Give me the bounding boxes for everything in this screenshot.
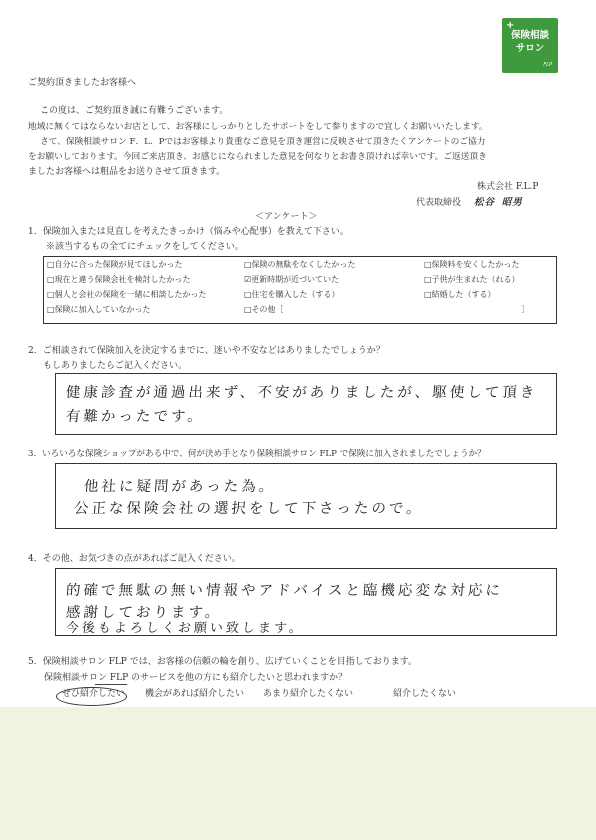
referral-option-no[interactable]: 紹介したくない bbox=[393, 689, 457, 699]
option-other[interactable]: □その他［ bbox=[244, 305, 284, 314]
option-renewal-period[interactable]: ☑更新時期が近づいていた bbox=[244, 275, 340, 284]
question-2-answer-line-2: 有難かったです。 bbox=[65, 409, 206, 425]
greeting: ご契約頂きましたお客様へ bbox=[28, 78, 137, 88]
logo-line2: サロン bbox=[515, 43, 545, 54]
representative-title: 代表取締役 bbox=[416, 198, 462, 208]
intro-line-2: 地域に無くてはならないお店として、お客様にしっかりとしたサポートをして参りますので宜しくお願いいたします。 bbox=[28, 122, 488, 132]
referral-option-if-chance[interactable]: 機会があれば紹介したい bbox=[145, 689, 245, 699]
intro-line-1: この度は、ご契約頂き誠に有難うございます。 bbox=[40, 106, 229, 116]
option-lower-premium[interactable]: □保険料を安くしたかった bbox=[424, 260, 520, 269]
option-not-insured[interactable]: □保険に加入していなかった bbox=[47, 305, 151, 314]
option-married[interactable]: □結婚した（する） bbox=[424, 290, 496, 299]
survey-title: ＜アンケート＞ bbox=[255, 212, 318, 222]
option-reduce-waste[interactable]: □保険の無駄をなくしたかった bbox=[244, 260, 356, 269]
intro-line-3: さて、保険相談サロン F．L．Pではお客様より貴重なご意見を頂き運営に反映させて頂きたくアンケートのご協力 bbox=[40, 137, 486, 147]
question-4-answer-line-2: 感謝しております。 bbox=[65, 605, 223, 621]
question-1: 1．保険加入または見直しを考えたきっかけ（悩みや心配事）を教えて下さい。 bbox=[28, 227, 349, 237]
referral-option-not-much[interactable]: あまり紹介したくない bbox=[263, 689, 354, 699]
question-2-note: もしありましたらご記入ください。 bbox=[43, 361, 188, 371]
question-4-answer-line-1: 的確で無駄の無い情報やアドバイスと臨機応変な対応に bbox=[65, 583, 504, 599]
intro-line-4: をお願いしております。今回ご来店頂き、お感じになられました意見を何なりとお書き頂ければ幸いです。ご返送頂き bbox=[28, 152, 487, 162]
underline-salon-name bbox=[95, 684, 127, 685]
question-4-answer-box[interactable] bbox=[55, 568, 557, 636]
question-5: 5．保険相談サロン FLP では、お客様の信頼の輪を創り、広げていくことを目指しております。 bbox=[28, 657, 418, 667]
option-personal-and-company[interactable]: □個人と会社の保険を一緒に相談したかった bbox=[47, 290, 207, 299]
question-4-answer-line-3: 今後もよろしくお願い致します。 bbox=[65, 621, 306, 636]
option-own-insurance[interactable]: □自分に合った保険が見てほしかった bbox=[47, 260, 183, 269]
question-1-note: ※該当するもの全てにチェックをしてください。 bbox=[46, 242, 244, 252]
logo-line1: 保険相談 bbox=[510, 30, 549, 41]
question-3-answer-box[interactable] bbox=[55, 463, 557, 529]
option-bought-house[interactable]: □住宅を購入した（する） bbox=[244, 290, 340, 299]
referral-option-definitely[interactable]: ぜひ紹介したい bbox=[62, 689, 126, 699]
question-3-answer-line-2: 公正な保険会社の選択をして下さったので。 bbox=[73, 501, 425, 517]
question-2-answer-line-1: 健康診査が通過出来ず、不安がありましたが、駆使して頂き bbox=[65, 385, 538, 401]
company-name: 株式会社 F.L.P bbox=[477, 182, 539, 192]
footer-background bbox=[0, 707, 596, 840]
question-4: 4．その他、お気づきの点があればご記入ください。 bbox=[28, 554, 241, 564]
question-3: 3．いろいろな保険ショップがある中で、何が決め手となり保険相談サロン FLP で保険に加入されましたでしょうか？ bbox=[28, 449, 486, 459]
option-child-born[interactable]: □子供が生まれた（れる） bbox=[424, 275, 520, 284]
question-5-subtext: 保険相談サロン FLP のサービスを他の方にも紹介したいと思われますか？ bbox=[44, 673, 348, 683]
question-2-answer-box[interactable] bbox=[55, 373, 557, 435]
logo-plus: + bbox=[506, 20, 515, 31]
intro-line-5: ましたお客様へは粗品をお送りさせて頂きます。 bbox=[28, 167, 226, 177]
option-other-bracket-close: ］ bbox=[521, 305, 529, 314]
representative-signature: 松谷 昭男 bbox=[474, 197, 523, 208]
question-3-answer-line-1: 他社に疑問があった為。 bbox=[83, 479, 277, 495]
option-other-company[interactable]: □現在と違う保険会社を検討したかった bbox=[47, 275, 191, 284]
question-1-options-box bbox=[43, 256, 557, 324]
company-logo bbox=[502, 18, 558, 73]
question-2: 2．ご相談されて保険加入を決定するまでに、迷いや不安などはありましたでしょうか？ bbox=[28, 346, 385, 356]
logo-line3: FLP bbox=[543, 62, 552, 68]
